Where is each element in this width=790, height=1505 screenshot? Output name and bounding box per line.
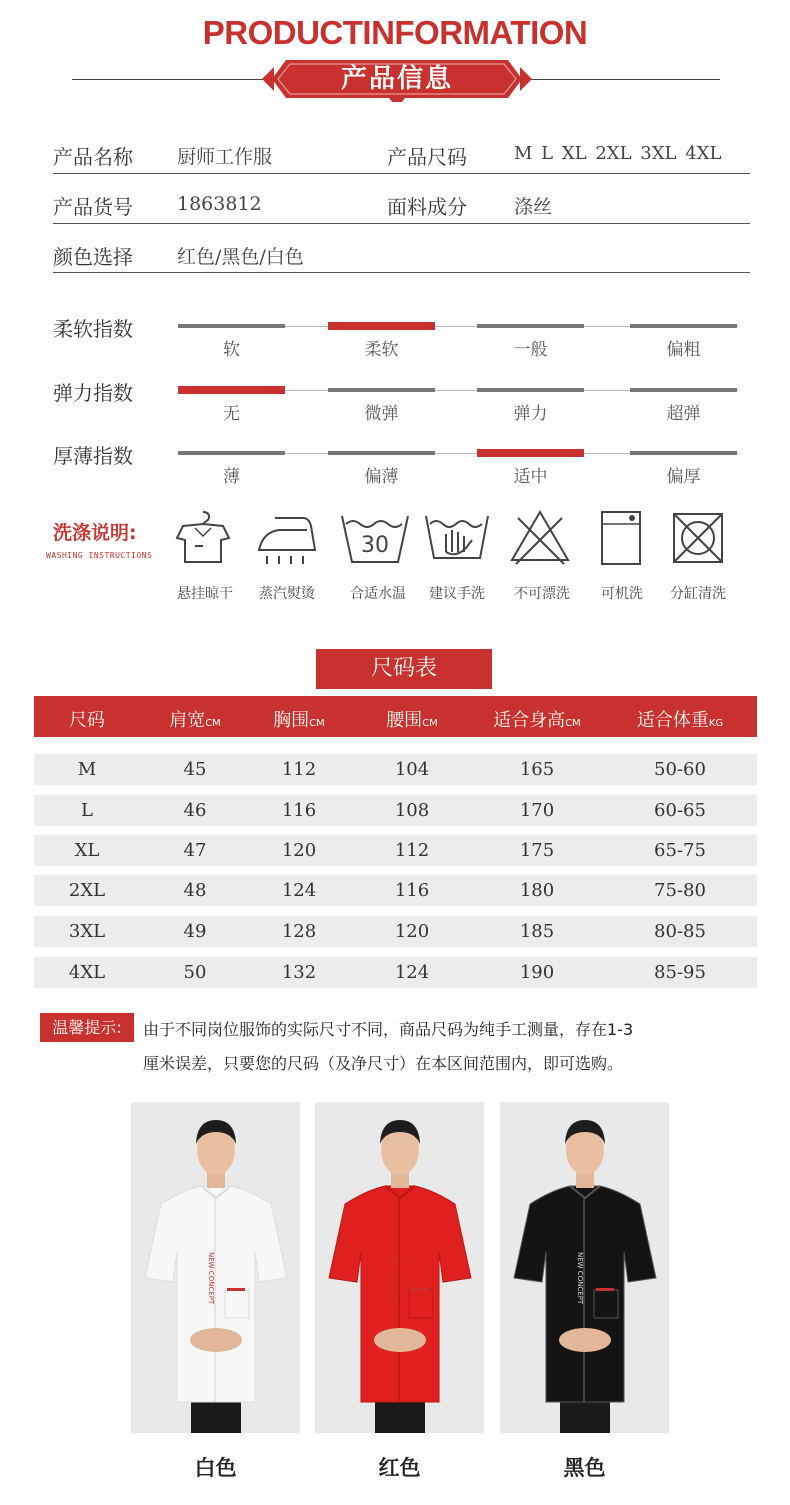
size-header-label: 适合身高: [493, 710, 566, 731]
table-cell: 108: [394, 800, 430, 821]
size-header-label: 胸围: [273, 710, 310, 731]
size-table-title: 尺码表: [316, 649, 492, 689]
tip-line-2: 厘米误差，只要您的尺码（及净尺寸）在本区间范围内，即可选购。: [143, 1054, 624, 1073]
table-cell: 60-65: [654, 800, 706, 821]
table-cell: 190: [519, 962, 555, 983]
table-cell: 80-85: [654, 921, 706, 942]
wash-label: 悬挂晾干: [177, 586, 233, 602]
index-option: 一般: [513, 340, 548, 360]
table-cell: 175: [519, 840, 555, 861]
table-cell: 170: [519, 800, 555, 821]
info-rule-3: [53, 272, 750, 273]
size-table-header-cell: [472, 706, 602, 732]
info-rule-1: [53, 173, 750, 174]
table-cell: 116: [394, 880, 430, 901]
table-cell: 46: [183, 800, 207, 821]
header-title-en: PRODUCTINFORMATION: [202, 14, 588, 51]
size-table-header-cell: [615, 706, 745, 732]
index-segment-selected: [477, 449, 584, 457]
table-cell: 128: [281, 921, 317, 942]
header-rule-right: [522, 79, 720, 80]
wash-30-icon: [340, 508, 410, 568]
shirt-print-text: NEW CONCEPT: [391, 1252, 399, 1305]
info-color-label: 颜色选择: [53, 245, 133, 269]
size-header-label: 适合体重: [636, 710, 709, 731]
table-cell: 65-75: [654, 840, 706, 861]
table-cell: 50: [183, 962, 207, 983]
wash-label: 分缸清洗: [670, 586, 726, 602]
table-cell: 50-60: [654, 759, 706, 780]
tip-line-1: 由于不同岗位服饰的实际尺寸不同，商品尺码为纯手工测量，存在1-3: [143, 1020, 634, 1039]
tip-badge: 温馨提示:: [40, 1013, 134, 1042]
product-photo: [315, 1102, 484, 1433]
table-cell: 104: [394, 759, 430, 780]
index-segment: [630, 388, 737, 392]
table-cell: 2XL: [68, 880, 106, 901]
separate-wash-icon: [668, 508, 728, 568]
index-option: 柔软: [364, 340, 399, 360]
size-header-label: 腰围: [386, 710, 423, 731]
size-table-header-cell: [347, 706, 477, 732]
model-illustration: [500, 1102, 669, 1433]
index-option: 偏粗: [666, 340, 701, 360]
size-header-label: 尺码: [69, 710, 105, 731]
index-segment: [178, 451, 285, 455]
table-cell: 3XL: [68, 921, 106, 942]
info-name-value: 厨师工作服: [177, 146, 273, 168]
table-cell: M: [77, 759, 97, 780]
size-table-header-cell: [234, 706, 364, 732]
wash-title: 洗涤说明:: [53, 522, 137, 544]
table-cell: 112: [281, 759, 317, 780]
index-option: 软: [223, 340, 240, 360]
shirt-print-text: NEW CONCEPT: [576, 1252, 584, 1305]
table-cell: 132: [281, 962, 317, 983]
table-cell: 180: [519, 880, 555, 901]
size-header-unit: CM: [309, 718, 325, 729]
table-cell: 116: [281, 800, 317, 821]
index-option: 无: [223, 404, 240, 424]
info-fabric-value: 涤丝: [514, 196, 553, 218]
size-header-unit: CM: [205, 718, 221, 729]
header-rule-left: [72, 79, 272, 80]
size-header-unit: KG: [708, 718, 724, 729]
wash-label: 可机洗: [601, 586, 643, 602]
table-cell: 75-80: [654, 880, 706, 901]
no-bleach-icon: [510, 508, 570, 568]
hang-dry-icon: [175, 508, 235, 568]
table-cell: 49: [183, 921, 207, 942]
header-title-cn: 产品信息: [340, 64, 453, 94]
table-cell: 124: [394, 962, 430, 983]
table-cell: 185: [519, 921, 555, 942]
table-cell: 112: [394, 840, 430, 861]
index-option: 微弹: [364, 404, 399, 424]
wash-label: 合适水温: [350, 586, 406, 602]
info-size-value: M L XL 2XL 3XL 4XL: [514, 143, 722, 164]
photo-caption: 黑色: [563, 1456, 606, 1480]
index-option: 超弹: [666, 404, 701, 424]
info-color-value: 红色/黑色/白色: [177, 246, 304, 268]
table-cell: 120: [394, 921, 430, 942]
index-label: 弹力指数: [53, 381, 133, 405]
table-cell: XL: [74, 840, 100, 861]
wash-label: 建议手洗: [429, 586, 485, 602]
index-segment: [328, 451, 435, 455]
table-cell: 45: [183, 759, 207, 780]
product-photo: [131, 1102, 300, 1433]
wash-label: 不可漂洗: [514, 586, 570, 602]
wash-label: 蒸汽熨烫: [259, 586, 315, 602]
index-option: 适中: [513, 467, 548, 487]
index-segment: [630, 324, 737, 328]
index-segment-selected: [178, 386, 285, 394]
info-name-label: 产品名称: [53, 145, 133, 169]
info-sku-label: 产品货号: [53, 195, 133, 219]
shirt-print-text: NEW CONCEPT: [207, 1252, 215, 1305]
info-rule-2: [53, 223, 750, 224]
steam-iron-icon: [257, 508, 317, 568]
wash-temp-text: 30: [361, 533, 389, 558]
model-illustration: [131, 1102, 300, 1433]
product-photo: [500, 1102, 669, 1433]
info-size-label: 产品尺码: [387, 145, 467, 169]
index-segment: [630, 451, 737, 455]
index-option: 偏薄: [364, 467, 399, 487]
index-option: 薄: [223, 467, 240, 487]
index-segment-selected: [328, 322, 435, 330]
table-cell: 120: [281, 840, 317, 861]
table-cell: 48: [183, 880, 207, 901]
table-cell: 4XL: [68, 962, 106, 983]
index-label: 柔软指数: [53, 317, 133, 341]
table-cell: 165: [519, 759, 555, 780]
size-header-unit: CM: [422, 718, 438, 729]
size-header-unit: CM: [565, 718, 581, 729]
size-header-label: 肩宽: [169, 710, 206, 731]
table-cell: 124: [281, 880, 317, 901]
index-segment: [477, 324, 584, 328]
table-cell: 47: [183, 840, 207, 861]
wash-subtitle: WASHING INSTRUCTIONS: [46, 551, 153, 560]
index-segment: [477, 388, 584, 392]
photo-caption: 白色: [194, 1456, 237, 1480]
model-illustration: [315, 1102, 484, 1433]
info-fabric-label: 面料成分: [387, 195, 467, 219]
photo-caption: 红色: [378, 1456, 421, 1480]
table-cell: 85-95: [654, 962, 706, 983]
table-cell: L: [81, 800, 93, 821]
machine-wash-icon: [592, 508, 652, 568]
info-sku-value: 1863812: [177, 193, 262, 215]
index-option: 弹力: [513, 404, 548, 424]
hand-wash-icon: [424, 508, 490, 568]
index-label: 厚薄指数: [53, 444, 133, 468]
index-segment: [328, 388, 435, 392]
index-segment: [178, 324, 285, 328]
index-option: 偏厚: [666, 467, 701, 487]
